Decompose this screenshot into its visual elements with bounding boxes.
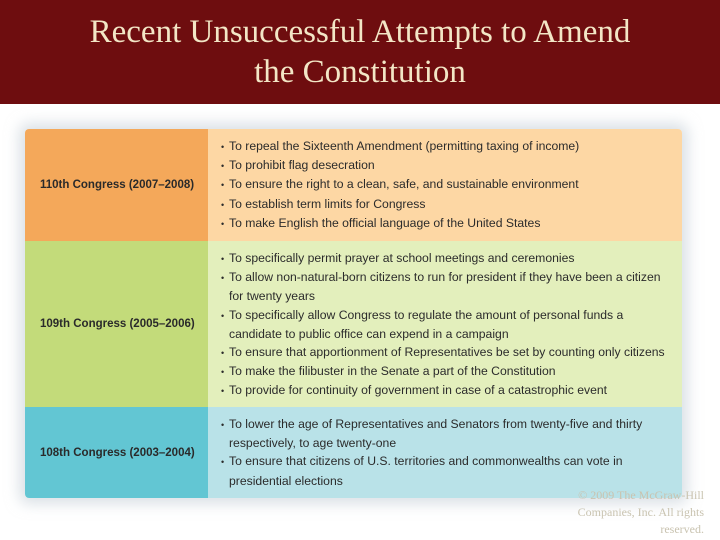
proposal-item: • To provide for continuity of government in case of a catastrophic event bbox=[221, 381, 676, 400]
copyright-line: © 2009 The McGraw-Hill bbox=[578, 488, 704, 502]
table-row-109th-congress bbox=[25, 241, 682, 407]
slide-title-line-2: the Constitution bbox=[254, 54, 466, 90]
table-row-108th-congress bbox=[25, 407, 682, 498]
proposal-item: • To ensure that apportionment of Representatives be set by counting only citizens bbox=[221, 343, 676, 362]
proposal-item: • To specifically allow Congress to regulate the amount of personal funds a candidate to public office can expend in a campaign bbox=[221, 306, 676, 343]
copyright-line: reserved. bbox=[660, 522, 704, 536]
copyright-notice bbox=[504, 487, 704, 538]
proposal-item: • To make the filibuster in the Senate a part of the Constitution bbox=[221, 362, 676, 381]
slide-title-line-1: Recent Unsuccessful Attempts to Amend bbox=[89, 14, 631, 50]
proposal-item: • To make English the official language of the United States bbox=[221, 214, 676, 233]
congress-label: 110th Congress (2007–2008) bbox=[25, 129, 208, 241]
proposal-item: • To prohibit flag desecration bbox=[221, 156, 676, 175]
proposal-item: • To specifically permit prayer at school meetings and ceremonies bbox=[221, 249, 676, 268]
proposals-list bbox=[208, 241, 682, 407]
proposal-item: • To allow non-natural-born citizens to run for president if they have been a citizen for twenty years bbox=[221, 268, 676, 305]
amendment-attempts-table bbox=[25, 129, 682, 498]
proposals-list bbox=[208, 407, 682, 498]
slide-title bbox=[20, 12, 700, 92]
table-row-110th-congress bbox=[25, 129, 682, 241]
proposal-item: • To ensure that citizens of U.S. territories and commonwealths can vote in presidential elections bbox=[221, 452, 676, 489]
proposal-item: • To establish term limits for Congress bbox=[221, 195, 676, 214]
proposals-list bbox=[208, 129, 682, 241]
proposal-item: • To lower the age of Representatives and Senators from twenty-five and thirty respectively, to age twenty-one bbox=[221, 415, 676, 452]
copyright-line: Companies, Inc. All rights bbox=[577, 505, 704, 519]
title-bar bbox=[0, 0, 720, 104]
congress-label: 108th Congress (2003–2004) bbox=[25, 407, 208, 498]
proposal-item: • To repeal the Sixteenth Amendment (permitting taxing of income) bbox=[221, 137, 676, 156]
proposal-item: • To ensure the right to a clean, safe, and sustainable environment bbox=[221, 175, 676, 194]
congress-label: 109th Congress (2005–2006) bbox=[25, 241, 208, 407]
